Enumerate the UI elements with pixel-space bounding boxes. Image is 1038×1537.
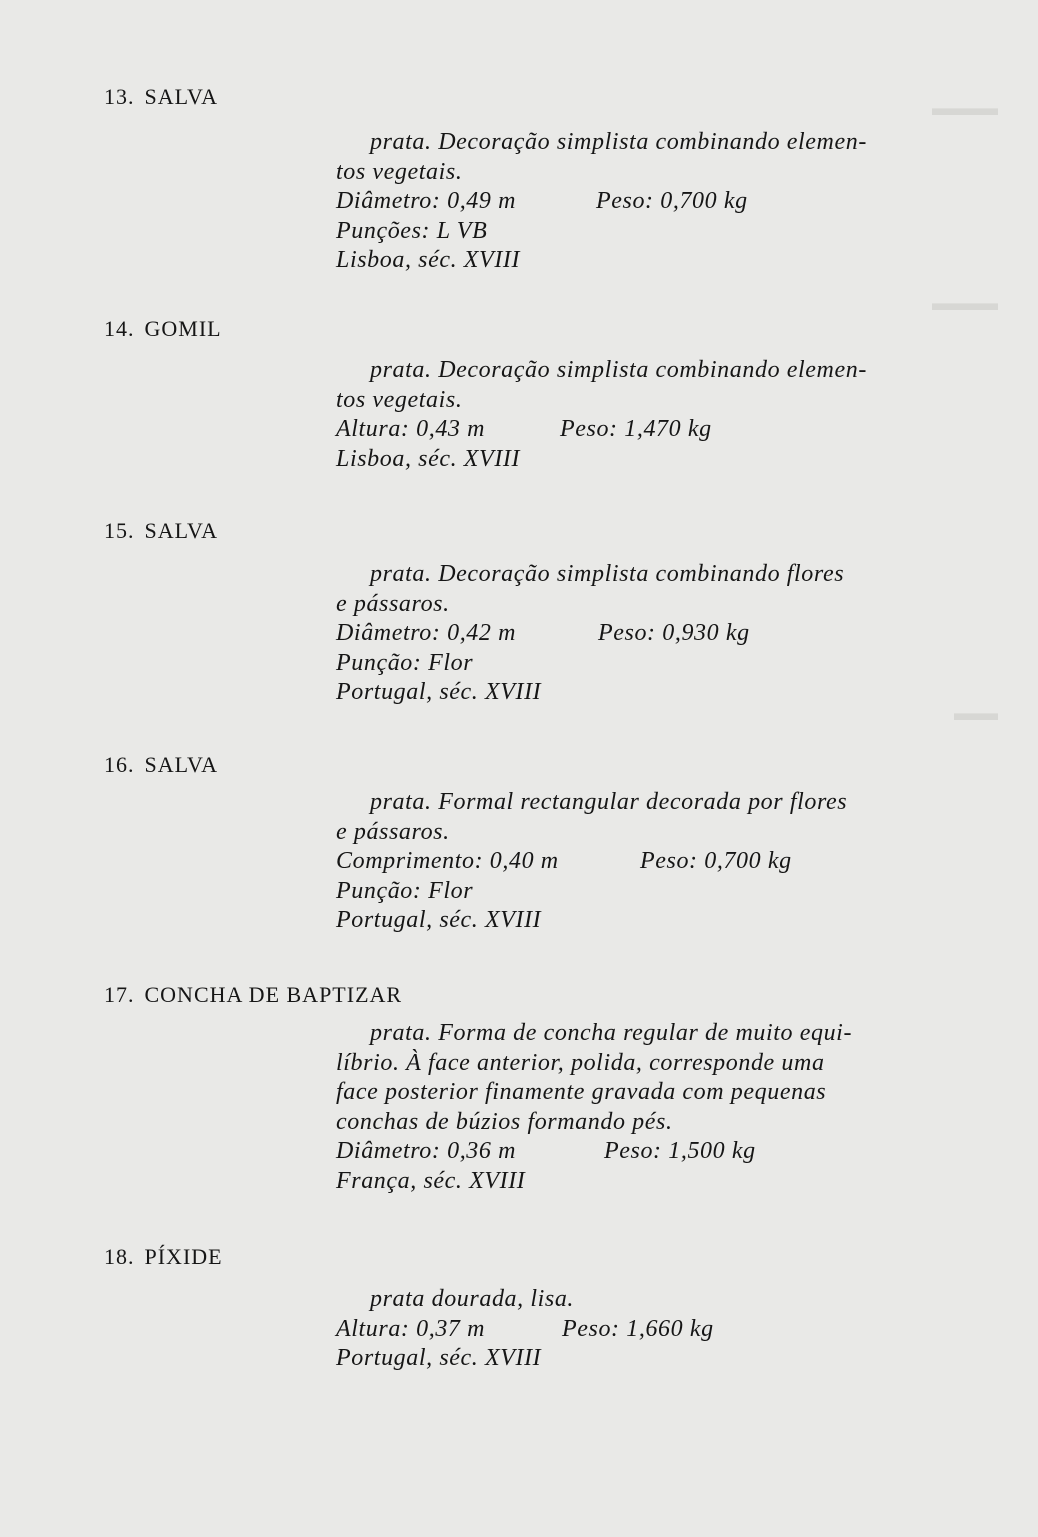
description-line: tos vegetais. xyxy=(336,158,463,185)
entry-name: CONCHA DE BAPTIZAR xyxy=(144,982,403,1007)
entry-heading xyxy=(104,84,218,110)
entry-heading xyxy=(104,982,402,1008)
measurement-line xyxy=(336,619,916,649)
description-line: prata. Formal rectangular decorada por flores xyxy=(370,789,848,815)
origin: França, séc. XVIII xyxy=(336,1167,526,1194)
measurement-line xyxy=(336,187,916,217)
origin: Portugal, séc. XVIII xyxy=(336,679,542,705)
description-line: tos vegetais. xyxy=(336,386,463,413)
weight: Peso: 1,470 kg xyxy=(560,416,712,442)
description-line: prata. Forma de concha regular de muito equi- xyxy=(370,1020,853,1046)
hallmarks: Punções: L VB xyxy=(336,217,488,244)
entry-number: 13. xyxy=(104,84,135,109)
entry-heading xyxy=(104,1244,223,1270)
hallmarks: Punção: Flor xyxy=(336,877,474,904)
entry-description xyxy=(336,356,916,474)
weight: Peso: 0,700 kg xyxy=(640,848,792,874)
entry-number: 16. xyxy=(104,752,135,777)
entry-name: SALVA xyxy=(144,752,218,777)
entry-heading xyxy=(104,316,222,342)
description-line: prata. Decoração simplista combinando elemen- xyxy=(370,357,867,383)
entry-number: 18. xyxy=(104,1244,135,1269)
bleed-through-mark: ▬▬▬ xyxy=(932,95,998,120)
dimension: Diâmetro: 0,49 m xyxy=(336,188,517,214)
description-line: e pássaros. xyxy=(336,818,450,845)
description-line: face posterior finamente gravada com pequenas xyxy=(336,1079,827,1105)
weight: Peso: 0,700 kg xyxy=(596,188,748,214)
bleed-through-mark: ▬▬ xyxy=(954,700,998,725)
entry-description xyxy=(336,560,916,708)
origin: Lisboa, séc. XVIII xyxy=(336,247,521,273)
description-line: e pássaros. xyxy=(336,590,450,617)
entry-heading xyxy=(104,752,218,778)
entry-name: PÍXIDE xyxy=(144,1244,223,1269)
measurement-line xyxy=(336,847,916,877)
description-line: prata dourada, lisa. xyxy=(370,1286,575,1312)
entry-number: 17. xyxy=(104,982,135,1007)
bleed-through-mark: ▬▬▬ xyxy=(932,290,998,315)
measurement-line xyxy=(336,1315,916,1345)
weight: Peso: 1,660 kg xyxy=(562,1315,714,1342)
origin: Portugal, séc. XVIII xyxy=(336,907,542,933)
entry-heading xyxy=(104,518,218,544)
weight: Peso: 1,500 kg xyxy=(604,1138,756,1164)
entry-name: SALVA xyxy=(144,84,218,109)
dimension: Altura: 0,37 m xyxy=(336,1315,486,1342)
dimension: Diâmetro: 0,42 m xyxy=(336,620,517,646)
entry-description xyxy=(336,1285,916,1374)
origin: Lisboa, séc. XVIII xyxy=(336,445,521,472)
description-line: prata. Decoração simplista combinando flores xyxy=(370,561,845,587)
description-line: prata. Decoração simplista combinando elemen- xyxy=(370,129,867,155)
dimension: Diâmetro: 0,36 m xyxy=(336,1138,517,1164)
origin: Portugal, séc. XVIII xyxy=(336,1345,542,1371)
entry-number: 15. xyxy=(104,518,135,543)
measurement-line xyxy=(336,415,916,445)
entry-description xyxy=(336,128,916,276)
entry-number: 14. xyxy=(104,316,135,341)
measurement-line xyxy=(336,1137,916,1167)
hallmarks: Punção: Flor xyxy=(336,649,474,676)
entry-description xyxy=(336,1019,916,1196)
entry-name: GOMIL xyxy=(144,316,222,341)
dimension: Comprimento: 0,40 m xyxy=(336,848,559,874)
dimension: Altura: 0,43 m xyxy=(336,416,486,442)
description-line: líbrio. À face anterior, polida, corresponde uma xyxy=(336,1049,825,1076)
weight: Peso: 0,930 kg xyxy=(598,620,750,646)
entry-name: SALVA xyxy=(144,518,218,543)
entry-description xyxy=(336,788,916,936)
description-line: conchas de búzios formando pés. xyxy=(336,1108,673,1135)
